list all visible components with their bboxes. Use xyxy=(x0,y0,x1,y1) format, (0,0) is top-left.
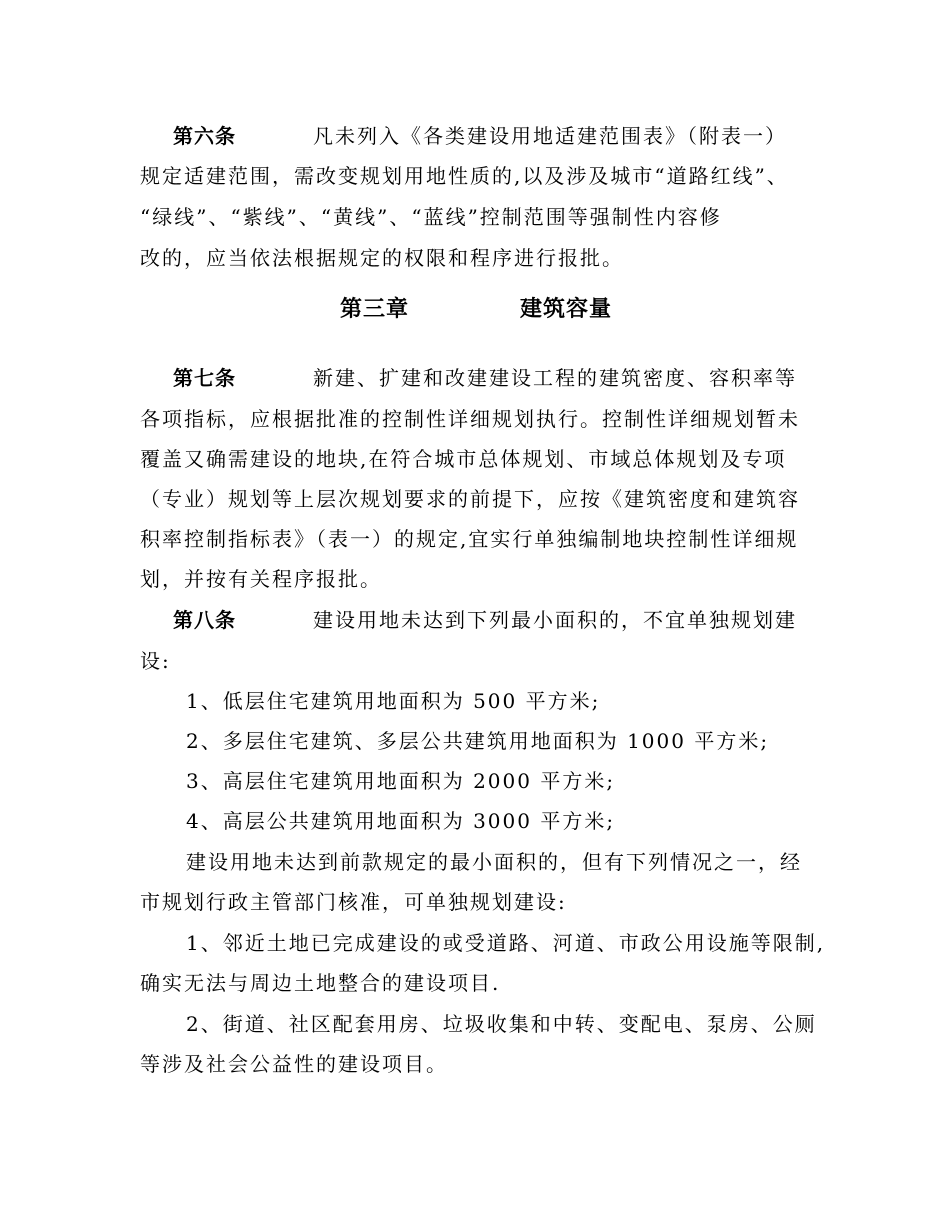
list-item: 2、多层住宅建筑、多层公共建筑用地面积为 1000 平方米; xyxy=(186,729,770,753)
exception-1-line-1: 1、邻近土地已完成建设的或受道路、河道、市政公用设施等限制, xyxy=(186,931,826,955)
article-6-line-3: “绿线”、“紫线”、“黄线”、“蓝线”控制范围等强制性内容修 xyxy=(140,205,722,229)
list-item: 3、高层住宅建筑用地面积为 2000 平方米; xyxy=(186,769,616,793)
list-item: 4、高层公共建筑用地面积为 3000 平方米; xyxy=(186,809,616,833)
article-7-line-2: 各项指标，应根据批准的控制性详细规划执行。控制性详细规划暂未 xyxy=(140,407,800,431)
article-7-line-3: 覆盖又确需建设的地块,在符合城市总体规划、市域总体规划及专项 xyxy=(140,447,787,471)
article-7-line-5: 积率控制指标表》（表一）的规定,宜实行单独编制地块控制性详细规 xyxy=(140,527,799,551)
list-item: 1、低层住宅建筑用地面积为 500 平方米; xyxy=(186,689,601,713)
exception-1-line-2: 确实无法与周边土地整合的建设项目. xyxy=(140,971,501,995)
exception-2-line-2: 等涉及社会公益性的建设项目。 xyxy=(140,1052,448,1076)
article-7-heading: 第七条 xyxy=(173,366,236,390)
article-8-line-2: 设: xyxy=(140,649,171,673)
article-8-heading: 第八条 xyxy=(173,608,236,632)
article-6-line-1: 凡未列入《各类建设用地适建范围表》（附表一） xyxy=(313,124,787,148)
article-8-para2-line-1: 建设用地未达到前款规定的最小面积的，但有下列情况之一，经 xyxy=(186,850,802,874)
article-7-line-1: 新建、扩建和改建建设工程的建筑密度、容积率等 xyxy=(313,366,797,390)
exception-2-line-1: 2、街道、社区配套用房、垃圾收集和中转、变配电、泵房、公厕 xyxy=(186,1012,817,1036)
article-7-line-6: 划，并按有关程序报批。 xyxy=(140,567,382,591)
article-6-line-2: 规定适建范围，需改变规划用地性质的,以及涉及城市“道路红线”、 xyxy=(140,164,789,188)
article-6-line-4: 改的，应当依法根据规定的权限和程序进行报批。 xyxy=(140,246,624,270)
article-8-para2-line-2: 市规划行政主管部门核准，可单独规划建设: xyxy=(140,890,567,914)
chapter-title: 建筑容量 xyxy=(520,296,613,322)
article-8-line-1: 建设用地未达到下列最小面积的，不宜单独规划建 xyxy=(313,608,797,632)
article-7-line-4: （专业）规划等上层次规划要求的前提下，应按《建筑密度和建筑容 xyxy=(140,487,800,511)
chapter-number: 第三章 xyxy=(340,296,410,322)
article-6-heading: 第六条 xyxy=(173,124,236,148)
